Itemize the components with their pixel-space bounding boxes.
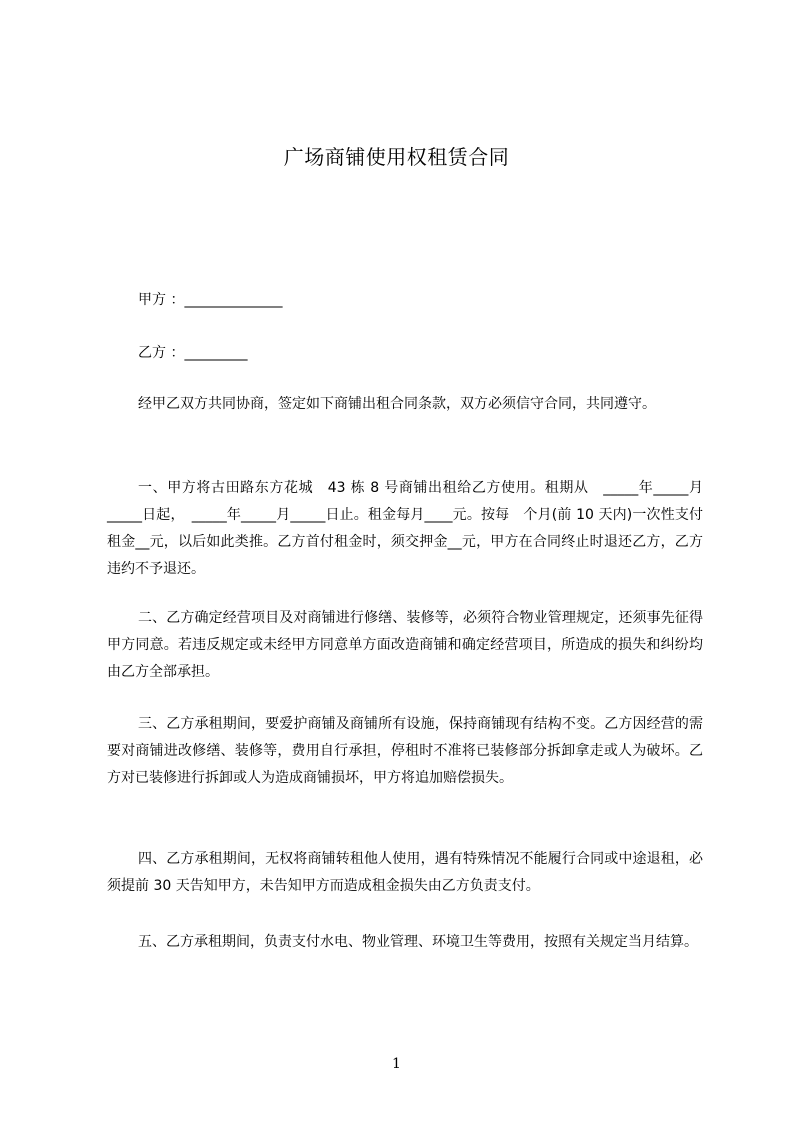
clause-4-paragraph: 四、乙方承租期间，无权将商铺转租他人使用，遇有特殊情况不能履行合同或中途退租，必须提前 30 天告知甲方，未告知甲方而造成租金损失由乙方负责支付。 <box>107 851 703 894</box>
page-number: 1 <box>392 1056 401 1072</box>
document-title: 广场商铺使用权租赁合同 <box>283 145 510 169</box>
party-a-line: 甲方 ：______________ <box>138 292 283 308</box>
intro-paragraph: 经甲乙双方共同协商，签定如下商铺出租合同条款，双方必须信守合同，共同遵守。 <box>138 396 656 412</box>
clause-5-paragraph: 五、乙方承租期间，负责支付水电、物业管理、环境卫生等费用，按照有关规定当月结算。 <box>138 934 698 950</box>
clause-3-paragraph: 三、乙方承租期间，要爱护商铺及商铺所有设施，保持商铺现有结构不变。乙方因经营的需要对商铺进改修缮、装修等，费用自行承担，停租时不准将已装修部分拆卸拿走或人为破坏。乙方对已装修进行拆卸或人为造成商铺损坏，甲方将追加赔偿损失。 <box>107 716 703 786</box>
clause-1-paragraph: 一、甲方将古田路东方花城 43 栋 8 号商铺出租给乙方使用。租期从 _____年_____月_____日起， _____年_____月_____日止。租金每月____元。按每 个月(前 10 天内)一次性支付租金__元，以后如此类推。乙方首付租金时，须交押金__元，甲方在合同终止时退还乙方，乙方违约不予退还。 <box>107 480 703 577</box>
clause-2-paragraph: 二、乙方确定经营项目及对商铺进行修缮、装修等，必须符合物业管理规定，还须事先征得甲方同意。若违反规定或未经甲方同意单方面改造商铺和确定经营项目，所造成的损失和纠纷均由乙方全部承担。 <box>107 610 703 680</box>
party-b-line: 乙方 ：_________ <box>138 345 248 361</box>
